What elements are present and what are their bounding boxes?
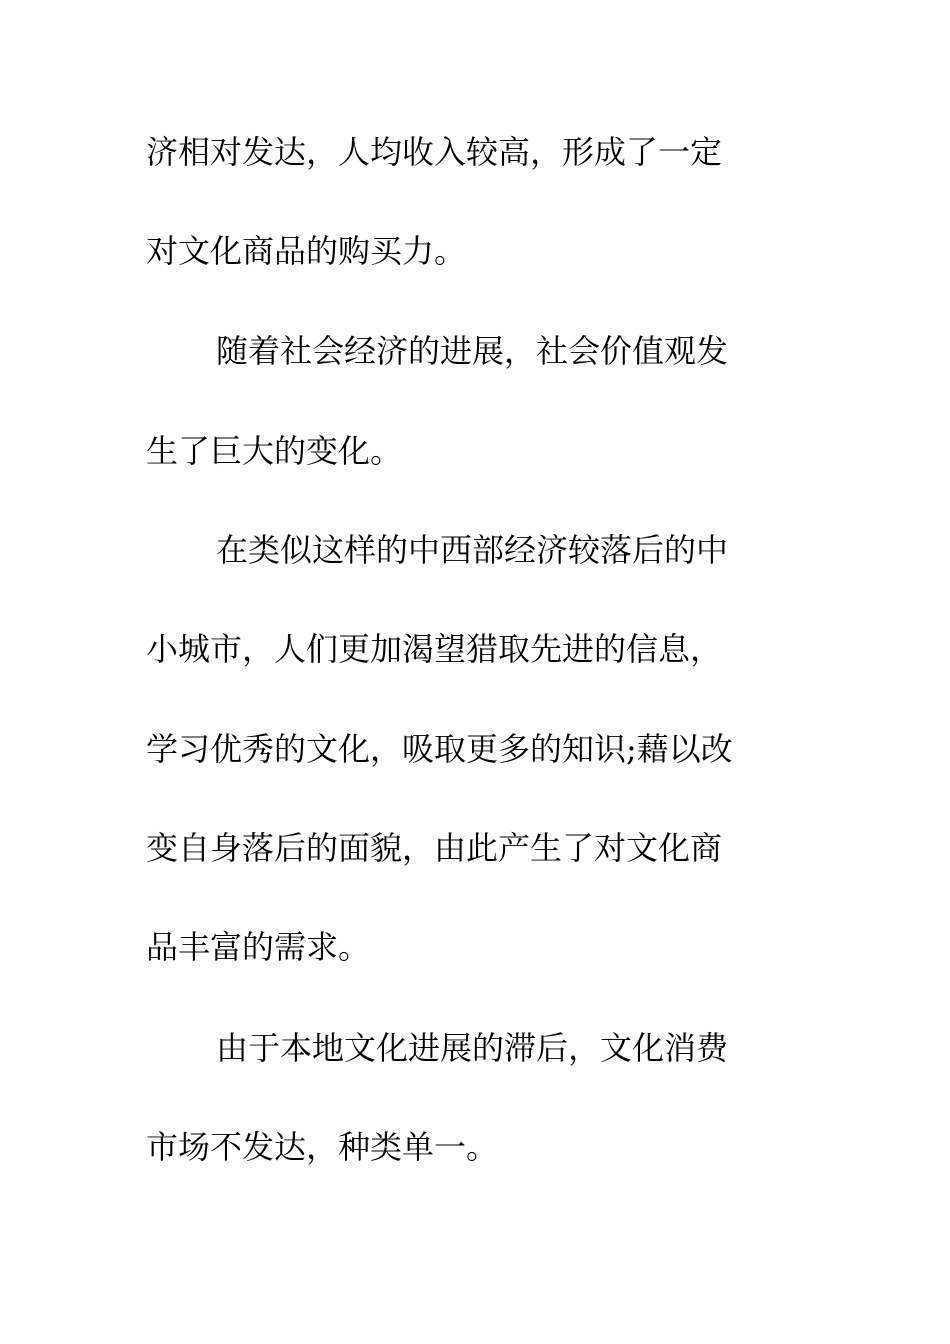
text-line: 小城市，人们更加渴望猎取先进的信息， <box>146 630 723 668</box>
text-line: 学习优秀的文化，吸取更多的知识;藉以改 <box>146 730 733 768</box>
text-line: 变自身落后的面貌，由此产生了对文化商 <box>146 829 723 867</box>
paragraph-start-line: 由于本地文化进展的滞后，文化消费 <box>216 1029 729 1067</box>
text-line: 济相对发达，人均收入较高，形成了一定 <box>146 133 723 171</box>
paragraph-start-line: 在类似这样的中西部经济较落后的中 <box>216 531 729 569</box>
text-line: 对文化商品的购买力。 <box>146 232 467 270</box>
paragraph-start-line: 随着社会经济的进展，社会价值观发 <box>216 332 729 370</box>
text-line: 品丰富的需求。 <box>146 928 371 966</box>
text-line: 生了巨大的变化。 <box>146 432 403 470</box>
text-line: 市场不发达，种类单一。 <box>146 1128 499 1166</box>
